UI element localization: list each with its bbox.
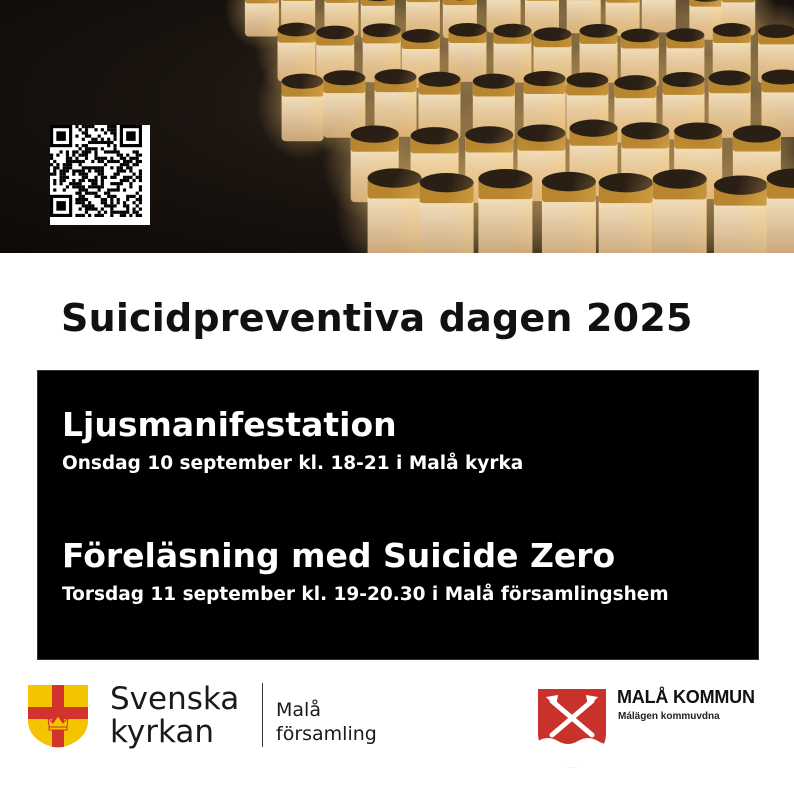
parish-name — [276, 698, 377, 746]
parish-line1: Malå — [276, 699, 321, 721]
qr-code-icon[interactable] — [50, 125, 150, 225]
parish-line2: församling — [276, 723, 377, 745]
events-box — [37, 370, 759, 660]
church-name — [110, 683, 239, 749]
church-name-line2: kyrkan — [110, 714, 214, 750]
event-title-1: Ljusmanifestation — [62, 405, 397, 444]
church-name-line1: Svenska — [110, 681, 240, 717]
candles-photo — [0, 0, 794, 253]
svenska-kyrkan-shield-icon — [26, 683, 90, 749]
logo-divider — [262, 683, 263, 747]
event-title-2: Föreläsning med Suicide Zero — [62, 536, 616, 575]
event-detail-2: Torsdag 11 september kl. 19-20.30 i Malå församlingshem — [62, 584, 669, 605]
event-detail-1: Onsdag 10 september kl. 18-21 i Malå kyrka — [62, 453, 524, 474]
poster-title: Suicidpreventiva dagen 2025 — [61, 296, 693, 340]
kommun-subtitle: Málägen kommuvdna — [618, 711, 720, 722]
kommun-name: MALÅ KOMMUN — [617, 687, 755, 707]
mala-kommun-coat-of-arms-icon — [536, 687, 608, 769]
qr-code-graphic — [50, 125, 142, 217]
